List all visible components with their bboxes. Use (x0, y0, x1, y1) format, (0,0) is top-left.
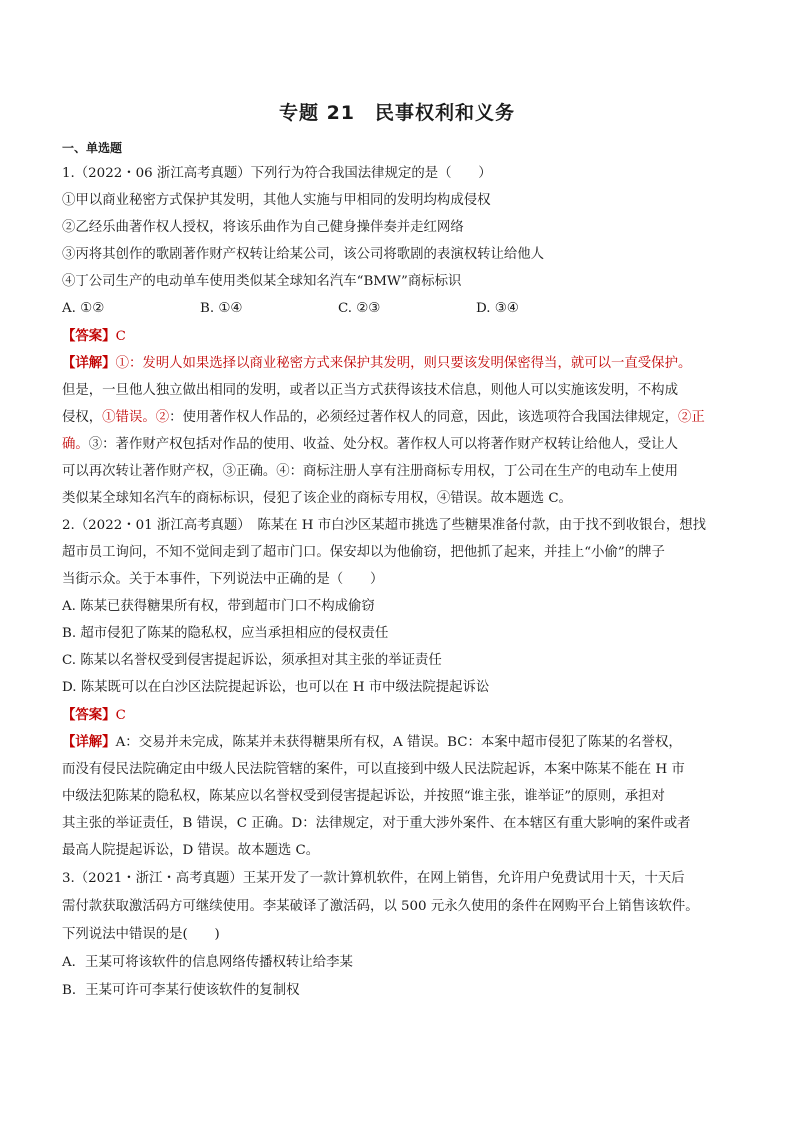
q2-detail-line-1 (62, 734, 682, 752)
q3-stem-line-1: 3.（2021・浙江・高考真题）王某开发了一款计算机软件，在网上销售，允许用户免费试用十天，十天后 (62, 871, 685, 886)
q2-detail-tag: 【详解】 (62, 735, 116, 750)
q3-option-a: A．王某可将该软件的信息网络传播权转让给李某 (62, 955, 353, 970)
q1-stem: 1.（2022・06 浙江高考真题）下列行为符合我国法律规定的是（ ） (62, 166, 492, 181)
q1-answer (62, 328, 126, 346)
q1-detail-line-6: 类似某全球知名汽车的商标标识，侵犯了该企业的商标专用权，④错误。故本题选 C。 (62, 491, 572, 506)
q1-detail-text: ①：发明人如果选择以商业秘密方式来保护其发明，则只要该发明保密得当，就可以一直受保护。 (115, 356, 692, 371)
q1-detail-line-2: 但是，一旦他人独立做出相同的发明，或者以正当方式获得该技术信息，则他人可以实施该发明，不构成 (62, 383, 678, 398)
q1-answer-value: C (115, 329, 126, 344)
q2-option-c: C. 陈某以名誉权受到侵害提起诉讼，须承担对其主张的举证责任 (62, 653, 442, 668)
q1-detail-tag: 【详解】 (62, 356, 116, 371)
q3-option-b: B．王某可许可李某行使该软件的复制权 (62, 983, 300, 998)
q2-detail-line-2: 而没有侵民法院确定由中级人民法院管辖的案件，可以直接到中级人民法院起诉，本案中陈某不能在 H 市 (62, 762, 685, 777)
q1-statement-4: ④丁公司生产的电动单车使用类似某全球知名汽车“BMW”商标标识 (62, 274, 462, 289)
q1-statement-2: ②乙经乐曲著作权人授权，将该乐曲作为自己健身操伴奏并走红网络 (62, 220, 464, 235)
q1-statement-3: ③丙将其创作的歌剧著作财产权转让给某公司，该公司将歌剧的表演权转让给他人 (62, 247, 545, 262)
page-title: 专题 21 民事权利和义务 (278, 102, 516, 124)
q2-detail-text: A：交易并未完成，陈某并未获得糖果所有权，A 错误。BC：本案中超市侵犯了陈某的名誉权， (115, 735, 682, 750)
q3-stem-line-2: 需付款获取激活码方可继续使用。李某破译了激活码，以 500 元永久使用的条件在网购平台上销售该软件。 (62, 899, 699, 914)
q2-option-b: B. 超市侵犯了陈某的隐私权，应当承担相应的侵权责任 (62, 626, 389, 641)
q3-stem-line-3: 下列说法中错误的是( ) (62, 927, 220, 942)
q1-detail-fragment: 确。 (62, 437, 89, 452)
q1-detail-line-4 (62, 436, 678, 454)
q1-detail-line-5: 可以再次转让著作财产权，③正确。④：商标注册人享有注册商标专用权，丁公司在生产的电动车上使用 (62, 464, 678, 479)
q1-detail-fragment: ②正 (677, 410, 705, 425)
q2-answer-value: C (115, 708, 126, 723)
q1-detail-fragment: ③：著作财产权包括对作品的使用、收益、处分权。著作权人可以将著作财产权转让给他人，受让人 (88, 437, 678, 452)
q1-detail-line-1 (62, 355, 691, 373)
q2-detail-line-3: 中级法犯陈某的隐私权，陈某应以名誉权受到侵害提起诉讼，并按照“谁主张，谁举证”的原则，承担对 (62, 789, 665, 804)
q2-option-a: A. 陈某已获得糖果所有权，带到超市门口不构成偷窃 (62, 599, 375, 614)
q1-detail-fragment: ①错误。② (102, 410, 170, 425)
q2-option-d: D. 陈某既可以在白沙区法院提起诉讼，也可以在 H 市中级法院提起诉讼 (62, 680, 490, 695)
q1-statement-1: ①甲以商业秘密方式保护其发明，其他人实施与甲相同的发明均构成侵权 (62, 193, 491, 208)
q1-options (62, 300, 614, 318)
section-heading: 一、单选题 (62, 141, 123, 155)
q1-option-c: C. ②③ (338, 301, 381, 316)
q2-answer-tag: 【答案】 (62, 708, 116, 723)
q2-stem-line-2: 超市员工询问，不知不觉间走到了超市门口。保安却以为他偷窃，把他抓了起来，并挂上“小偷”的牌子 (62, 545, 665, 560)
q1-answer-tag: 【答案】 (62, 329, 116, 344)
q1-option-b: B. ①④ (200, 301, 243, 316)
q2-detail-line-5: 最高人院提起诉讼，D 错误。故本题选 C。 (62, 843, 320, 858)
q1-option-a: A. ①② (62, 301, 105, 316)
q1-option-d: D. ③④ (476, 301, 519, 316)
q1-detail-fragment: 侵权， (62, 410, 103, 425)
q2-detail-line-4: 其主张的举证责任，B 错误，C 正确。D：法律规定，对于重大涉外案件、在本辖区有重大影响的案件或者 (62, 816, 691, 831)
q1-detail-fragment: ：使用著作权人作品的，必须经过著作权人的同意，因此，该选项符合我国法律规定， (169, 410, 678, 425)
q2-stem-line-1: 2.（2022・01 浙江高考真题） 陈某在 H 市白沙区某超市挑选了些糖果准备付款，由于找不到收银台，想找 (62, 518, 707, 533)
q2-answer (62, 707, 126, 725)
q1-detail-line-3 (62, 409, 705, 427)
q2-stem-line-3: 当街示众。关于本事件，下列说法中正确的是（ ） (62, 572, 384, 587)
